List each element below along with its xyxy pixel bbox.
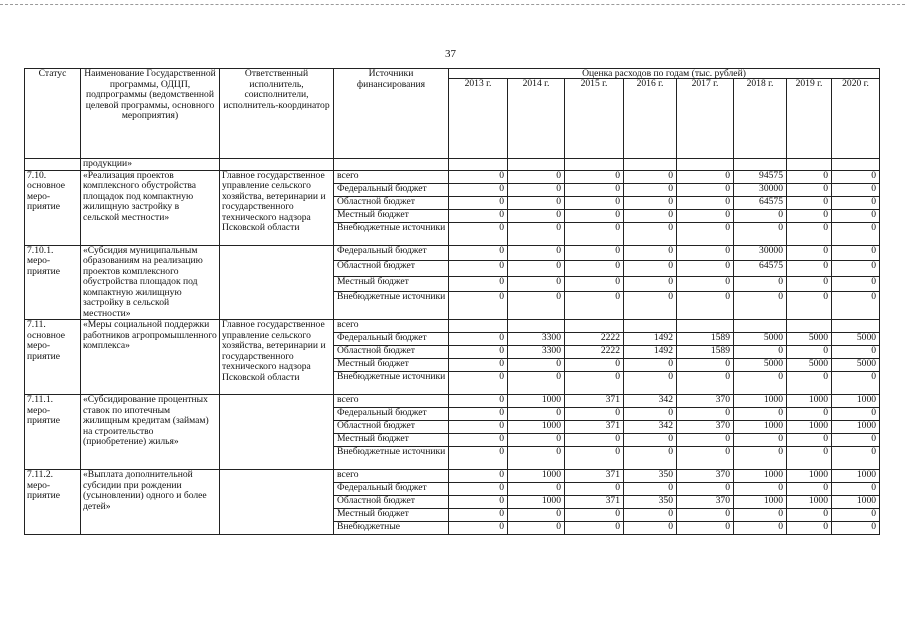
cell-value: 0 xyxy=(677,509,734,522)
cell-source: Внебюджетные источники xyxy=(334,447,449,470)
cell-source: всего xyxy=(334,395,449,408)
cell-value: 0 xyxy=(677,183,734,196)
cell-value: 0 xyxy=(832,292,880,320)
cell-value: 1000 xyxy=(832,395,880,408)
table-row xyxy=(25,320,880,333)
cell-value: 0 xyxy=(832,196,880,209)
cell-value: 1000 xyxy=(734,421,787,434)
cell-value: 0 xyxy=(508,276,565,292)
cell-value: 0 xyxy=(832,434,880,447)
cell-value: 0 xyxy=(565,222,624,245)
cell-value: 0 xyxy=(624,408,677,421)
cell-value: 0 xyxy=(677,209,734,222)
cell-value: 1492 xyxy=(624,346,677,359)
cell-value: 0 xyxy=(449,483,508,496)
cell-value: 0 xyxy=(449,183,508,196)
cell-name: «Субсидия муниципальным образованиям на реализацию проектов комплексного обустройства площадок под компактную жилищную застройку в сельской местности» xyxy=(81,245,220,320)
cell-value: 0 xyxy=(677,276,734,292)
cell-value: 0 xyxy=(624,372,677,395)
cell-value: 371 xyxy=(565,470,624,483)
cell-value: 1000 xyxy=(508,470,565,483)
cell-value xyxy=(734,320,787,333)
cell-value: 0 xyxy=(677,222,734,245)
cell-value: 342 xyxy=(624,395,677,408)
cell-source: Областной бюджет xyxy=(334,496,449,509)
cell-value: 0 xyxy=(449,222,508,245)
cell-value xyxy=(624,320,677,333)
cell-value: 0 xyxy=(677,170,734,183)
cell-value: 0 xyxy=(787,261,832,277)
cell-value: 0 xyxy=(832,183,880,196)
cell-value: 0 xyxy=(832,483,880,496)
header-year: 2016 г. xyxy=(624,79,677,159)
cell-value: 0 xyxy=(734,346,787,359)
cell-value: 5000 xyxy=(832,359,880,372)
cell-value: 0 xyxy=(624,434,677,447)
cell-value: 0 xyxy=(624,276,677,292)
cell-value: 0 xyxy=(508,372,565,395)
cell-value: 5000 xyxy=(787,333,832,346)
cell-value: 0 xyxy=(832,222,880,245)
cell-name: «Меры социальной поддержки работников агропромышленного комплекса» xyxy=(81,320,220,395)
cell-source: Внебюджетные источники xyxy=(334,372,449,395)
cell-value: 2222 xyxy=(565,346,624,359)
cell-value: 2222 xyxy=(565,333,624,346)
cell-value: 0 xyxy=(787,276,832,292)
cell-value: 1000 xyxy=(734,496,787,509)
cell-value: 0 xyxy=(449,209,508,222)
cell-value: 0 xyxy=(832,346,880,359)
cell-value: 64575 xyxy=(734,261,787,277)
cell-value: 0 xyxy=(565,509,624,522)
header-sources: Источники финансирования xyxy=(334,69,449,159)
header-year: 2020 г. xyxy=(832,79,880,159)
cell-source: Областной бюджет xyxy=(334,421,449,434)
cell-value: 370 xyxy=(677,395,734,408)
cell-value: 0 xyxy=(449,522,508,535)
header-year: 2015 г. xyxy=(565,79,624,159)
cell-value xyxy=(787,320,832,333)
cell-value: 342 xyxy=(624,421,677,434)
cell-value: 0 xyxy=(565,209,624,222)
header-estimate: Оценка расходов по годам (тыс. рублей) xyxy=(449,69,880,79)
cell-value: 0 xyxy=(565,483,624,496)
cell-value: 0 xyxy=(449,359,508,372)
cell-value: 1000 xyxy=(734,470,787,483)
cell-value: 1589 xyxy=(677,333,734,346)
cell-value: 5000 xyxy=(734,359,787,372)
cell-value: 0 xyxy=(787,196,832,209)
cell-value: 350 xyxy=(624,496,677,509)
cell-value: 0 xyxy=(508,483,565,496)
cell-name: «Субсидирование процентных ставок по ипотечным жилищным кредитам (займам) на строительство (приобретение) жилья» xyxy=(81,395,220,470)
cell-value: 0 xyxy=(624,170,677,183)
cell-value: 0 xyxy=(508,447,565,470)
cell-value: 5000 xyxy=(787,359,832,372)
cell-value: 0 xyxy=(449,395,508,408)
cell-value: 0 xyxy=(677,408,734,421)
cell-value: 0 xyxy=(787,509,832,522)
page-number: 37 xyxy=(445,48,456,60)
cell-source: Областной бюджет xyxy=(334,261,449,277)
cell-source: Федеральный бюджет xyxy=(334,183,449,196)
cell-value: 0 xyxy=(734,483,787,496)
cell-value: 371 xyxy=(565,395,624,408)
cell-status: 7.11. основное меро- приятие xyxy=(25,320,81,395)
cell-value: 0 xyxy=(565,434,624,447)
cell-value: 0 xyxy=(832,276,880,292)
cell-value: 0 xyxy=(565,408,624,421)
cell-name: «Реализация проектов комплексного обустройства площадок под компактную жилищную застройку в сельской местности» xyxy=(81,170,220,245)
cell-value: 0 xyxy=(734,447,787,470)
cell-status: 7.10. основное меро- приятие xyxy=(25,170,81,245)
continuation-row xyxy=(25,159,880,171)
table-row xyxy=(25,470,880,483)
cell-value: 0 xyxy=(832,372,880,395)
header-status: Статус xyxy=(25,69,81,159)
cell-value: 0 xyxy=(624,245,677,261)
cell-value: 0 xyxy=(734,222,787,245)
cell-source: всего xyxy=(334,320,449,333)
cell-value: 5000 xyxy=(734,333,787,346)
table-row xyxy=(25,395,880,408)
cell-value: 0 xyxy=(787,408,832,421)
cell-value: 0 xyxy=(449,509,508,522)
cell-value: 5000 xyxy=(832,333,880,346)
cell-value: 0 xyxy=(565,245,624,261)
cell-value: 1000 xyxy=(787,496,832,509)
cell-value: 1000 xyxy=(508,496,565,509)
cell-value: 371 xyxy=(565,496,624,509)
cell-source: Федеральный бюджет xyxy=(334,333,449,346)
cell-name: «Выплата дополнительной субсидии при рождении (усыновлении) одного и более детей» xyxy=(81,470,220,535)
cell-value: 0 xyxy=(508,408,565,421)
cell-value: 0 xyxy=(565,447,624,470)
cell-source: Местный бюджет xyxy=(334,359,449,372)
cell-value: 0 xyxy=(449,408,508,421)
cell-value: 370 xyxy=(677,421,734,434)
cell-executor xyxy=(220,395,334,470)
cell-executor: Главное государственное управление сельского хозяйства, ветеринарии и государственного технического надзора Псковской области xyxy=(220,320,334,395)
header-year: 2014 г. xyxy=(508,79,565,159)
cell-value: 0 xyxy=(508,509,565,522)
cell-value: 0 xyxy=(565,276,624,292)
cell-value: 3300 xyxy=(508,346,565,359)
cell-value: 0 xyxy=(449,434,508,447)
cell-value: 0 xyxy=(624,509,677,522)
cell-value: 30000 xyxy=(734,183,787,196)
cell-source: Местный бюджет xyxy=(334,276,449,292)
cell-source: Внебюджетные источники xyxy=(334,222,449,245)
cell-value: 0 xyxy=(624,447,677,470)
cell-value: 0 xyxy=(787,372,832,395)
cell-value: 1000 xyxy=(832,421,880,434)
cell-value: 0 xyxy=(734,408,787,421)
cell-source: Местный бюджет xyxy=(334,434,449,447)
cell-value: 0 xyxy=(734,509,787,522)
cell-value: 0 xyxy=(508,196,565,209)
cell-value: 0 xyxy=(565,170,624,183)
cell-executor: Главное государственное управление сельского хозяйства, ветеринарии и государственного технического надзора Псковской области xyxy=(220,170,334,245)
cell-value: 1000 xyxy=(787,421,832,434)
cell-value: 1000 xyxy=(787,470,832,483)
cell-value: 1000 xyxy=(787,395,832,408)
scan-top-edge xyxy=(0,4,905,5)
cell-value: 1000 xyxy=(832,496,880,509)
cell-value: 0 xyxy=(832,509,880,522)
header-name: Наименование Государственной программы, ОДЦП, подпрограммы (ведомственной целевой программы, основного мероприятия) xyxy=(81,69,220,159)
table-body xyxy=(25,159,880,535)
cell-value: 370 xyxy=(677,496,734,509)
cell-source: Внебюджетные источники xyxy=(334,292,449,320)
cell-value: 0 xyxy=(508,183,565,196)
cell-value: 0 xyxy=(508,209,565,222)
header-year: 2018 г. xyxy=(734,79,787,159)
cell-value: 0 xyxy=(624,483,677,496)
cell-value: 0 xyxy=(449,333,508,346)
cell-value: 0 xyxy=(508,222,565,245)
cell-status: 7.10.1. меро- приятие xyxy=(25,245,81,320)
cell-value: 0 xyxy=(624,196,677,209)
cell-value: 0 xyxy=(624,292,677,320)
cell-value: 0 xyxy=(449,276,508,292)
cell-value: 0 xyxy=(565,183,624,196)
cell-value: 0 xyxy=(832,408,880,421)
cell-value xyxy=(677,320,734,333)
cell-value: 0 xyxy=(787,183,832,196)
cell-value: 0 xyxy=(624,261,677,277)
cell-status: 7.11.1. меро- приятие xyxy=(25,395,81,470)
cell-value: 0 xyxy=(624,183,677,196)
cell-value: 0 xyxy=(565,292,624,320)
cell-value: 0 xyxy=(449,470,508,483)
cell-value: 1000 xyxy=(734,395,787,408)
cell-value: 0 xyxy=(624,522,677,535)
cell-value: 0 xyxy=(565,359,624,372)
cell-value: 0 xyxy=(677,359,734,372)
table-row xyxy=(25,170,880,183)
cell-value: 1000 xyxy=(508,421,565,434)
cell-value: 0 xyxy=(787,245,832,261)
cell-value: 0 xyxy=(624,359,677,372)
cell-value xyxy=(508,320,565,333)
cell-value: 0 xyxy=(449,447,508,470)
cell-value: 0 xyxy=(734,292,787,320)
cell-value xyxy=(449,320,508,333)
cell-value: 0 xyxy=(734,209,787,222)
cell-executor xyxy=(220,470,334,535)
cell-status: 7.11.2. меро- приятие xyxy=(25,470,81,535)
cell-value: 0 xyxy=(565,196,624,209)
cell-value: 0 xyxy=(449,245,508,261)
cell-value: 0 xyxy=(449,170,508,183)
cell-value: 0 xyxy=(508,170,565,183)
cell-value: 0 xyxy=(449,372,508,395)
cell-value: 0 xyxy=(624,222,677,245)
cell-value: 0 xyxy=(508,245,565,261)
header-year: 2013 г. xyxy=(449,79,508,159)
cell-value: 0 xyxy=(787,222,832,245)
cell-value: 0 xyxy=(787,292,832,320)
cell-value: 0 xyxy=(677,522,734,535)
cell-value: 0 xyxy=(508,434,565,447)
cell-value: 0 xyxy=(832,170,880,183)
cell-value xyxy=(565,320,624,333)
cell-value: 0 xyxy=(787,209,832,222)
cell-source: Федеральный бюджет xyxy=(334,245,449,261)
cell-value: 94575 xyxy=(734,170,787,183)
cell-value: 0 xyxy=(832,261,880,277)
cell-source: Областной бюджет xyxy=(334,346,449,359)
cell-value: 0 xyxy=(832,447,880,470)
cell-source: всего xyxy=(334,470,449,483)
cell-value: 0 xyxy=(677,372,734,395)
cell-value: 0 xyxy=(734,522,787,535)
continuation-text: продукции» xyxy=(81,159,220,171)
cell-value: 0 xyxy=(677,196,734,209)
cell-value: 0 xyxy=(787,483,832,496)
cell-source: всего xyxy=(334,170,449,183)
cell-value: 1000 xyxy=(508,395,565,408)
cell-source: Местный бюджет xyxy=(334,209,449,222)
cell-value: 0 xyxy=(787,447,832,470)
cell-value: 0 xyxy=(787,346,832,359)
cell-value: 0 xyxy=(677,292,734,320)
cell-value: 0 xyxy=(449,292,508,320)
cell-value: 0 xyxy=(449,261,508,277)
cell-source: Федеральный бюджет xyxy=(334,483,449,496)
cell-value: 371 xyxy=(565,421,624,434)
cell-value: 0 xyxy=(565,261,624,277)
cell-value: 0 xyxy=(565,372,624,395)
cell-value: 0 xyxy=(508,292,565,320)
cell-value: 0 xyxy=(734,434,787,447)
cell-value: 64575 xyxy=(734,196,787,209)
cell-source: Областной бюджет xyxy=(334,196,449,209)
cell-value: 0 xyxy=(787,434,832,447)
header-year: 2019 г. xyxy=(787,79,832,159)
cell-value: 0 xyxy=(508,522,565,535)
cell-value: 0 xyxy=(832,245,880,261)
header-year: 2017 г. xyxy=(677,79,734,159)
cell-value: 0 xyxy=(565,522,624,535)
cell-value: 0 xyxy=(787,522,832,535)
cell-value: 0 xyxy=(677,261,734,277)
cell-value: 0 xyxy=(677,483,734,496)
cell-value: 30000 xyxy=(734,245,787,261)
cell-executor xyxy=(220,245,334,320)
cell-value: 350 xyxy=(624,470,677,483)
cell-value: 1000 xyxy=(832,470,880,483)
cell-value: 370 xyxy=(677,470,734,483)
cell-value: 1589 xyxy=(677,346,734,359)
cell-value: 1492 xyxy=(624,333,677,346)
cell-source: Местный бюджет xyxy=(334,509,449,522)
cell-value: 0 xyxy=(734,372,787,395)
cell-value xyxy=(832,320,880,333)
header-executor: Ответственный исполнитель, соисполнители, исполнитель-координатор xyxy=(220,69,334,159)
cell-value: 3300 xyxy=(508,333,565,346)
cell-value: 0 xyxy=(508,261,565,277)
cell-value: 0 xyxy=(677,245,734,261)
cell-value: 0 xyxy=(677,447,734,470)
cell-value: 0 xyxy=(449,496,508,509)
cell-value: 0 xyxy=(508,359,565,372)
cell-value: 0 xyxy=(624,209,677,222)
cell-value: 0 xyxy=(832,209,880,222)
cell-value: 0 xyxy=(449,346,508,359)
budget-table xyxy=(24,68,880,535)
table-row xyxy=(25,245,880,261)
cell-value: 0 xyxy=(449,421,508,434)
cell-value: 0 xyxy=(449,196,508,209)
cell-value: 0 xyxy=(677,434,734,447)
cell-value: 0 xyxy=(787,170,832,183)
cell-source: Внебюджетные xyxy=(334,522,449,535)
cell-value: 0 xyxy=(734,276,787,292)
cell-value: 0 xyxy=(832,522,880,535)
cell-source: Федеральный бюджет xyxy=(334,408,449,421)
